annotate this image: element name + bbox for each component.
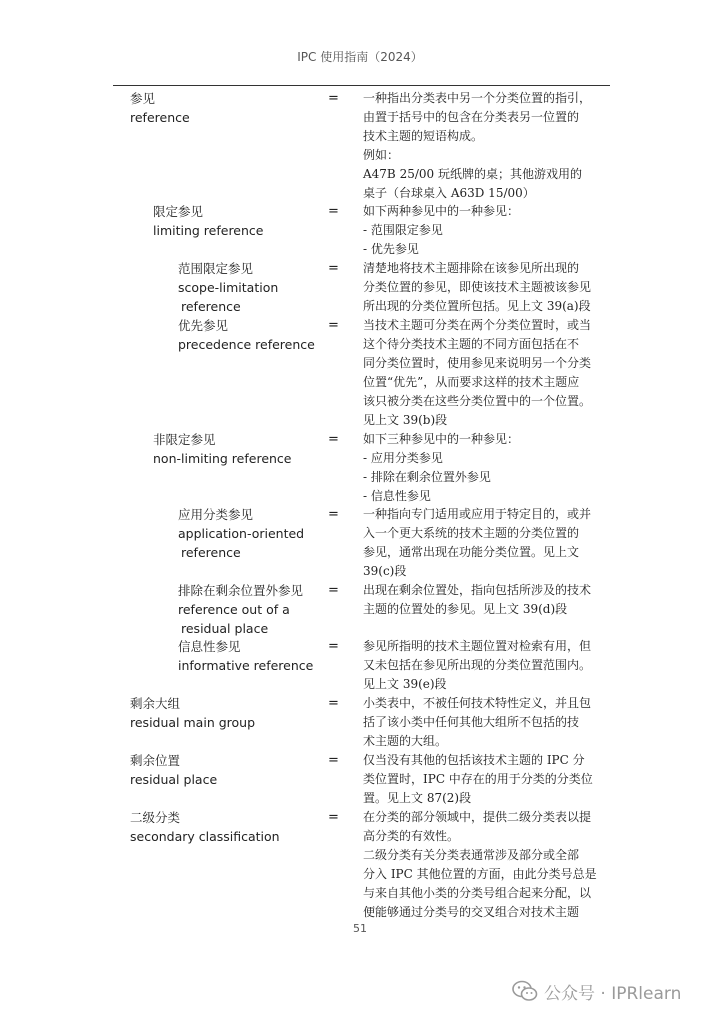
term-zh: 范围限定参见 xyxy=(178,261,254,276)
definition-line: 同分类位置时，使用参见来说明另一个分类 xyxy=(363,356,592,370)
definition-line: 高分类的有效性。 xyxy=(363,829,460,843)
term-0 xyxy=(130,89,190,127)
definition-line: 一种指向专门适用或应用于特定目的，或并 xyxy=(363,507,592,521)
definition-line: 39(c)段 xyxy=(363,564,407,578)
definition-10 xyxy=(363,808,597,922)
equals-sign: = xyxy=(328,639,339,654)
definition-line: - 信息性参见 xyxy=(363,489,431,503)
equals-sign: = xyxy=(328,583,339,598)
term-zh: 信息性参见 xyxy=(178,639,241,654)
equals-sign: = xyxy=(328,204,339,219)
definition-line: - 排除在剩余位置外参见 xyxy=(363,470,491,484)
equals-sign: = xyxy=(328,318,339,333)
term-9 xyxy=(130,751,217,789)
definition-7 xyxy=(363,637,593,694)
term-en: secondary classification xyxy=(130,829,280,844)
definition-line: 参见，通常出现在功能分类位置。见上文 xyxy=(363,545,580,559)
watermark-text: 公众号 · IPRlearn xyxy=(544,983,682,1004)
definition-line: 分类位置的参见，即使该技术主题被该参见 xyxy=(363,280,592,294)
definition-line: - 范围限定参见 xyxy=(363,223,443,237)
equals-sign: = xyxy=(328,91,339,106)
definition-line: 位置“优先”，从而要求这样的技术主题应 xyxy=(363,375,580,389)
term-7 xyxy=(178,637,313,675)
term-en: residual place xyxy=(130,772,218,787)
definition-line: 当技术主题可分类在两个分类位置时，或当 xyxy=(363,318,592,332)
definition-line: 置。见上文 87(2)段 xyxy=(363,791,472,805)
term-zh: 参见 xyxy=(130,91,156,106)
term-zh: 排除在剩余位置外参见 xyxy=(178,583,304,598)
term-en: reference out of a xyxy=(178,602,290,617)
header-rule xyxy=(113,85,610,86)
term-en: non-limiting reference xyxy=(153,451,292,466)
definition-line: 出现在剩余位置处，指向包括所涉及的技术 xyxy=(363,583,592,597)
term-zh: 应用分类参见 xyxy=(178,507,254,522)
definition-line: - 应用分类参见 xyxy=(363,451,443,465)
definition-line: 主题的位置处的参见。见上文 39(d)段 xyxy=(363,602,568,616)
term-en: application-oriented xyxy=(178,526,305,541)
definition-line: 清楚地将技术主题排除在该参见所出现的 xyxy=(363,261,580,275)
definition-3 xyxy=(363,316,593,430)
definition-line: 二级分类有关分类表通常涉及部分或全部 xyxy=(363,848,580,862)
definition-line: 括了该小类中任何其他大组所不包括的技 xyxy=(363,715,580,729)
definition-line: 见上文 39(e)段 xyxy=(363,677,447,691)
definition-line: 见上文 39(b)段 xyxy=(363,413,448,427)
definition-line: A47B 25/00 玩纸牌的桌；其他游戏用的 xyxy=(363,167,582,181)
definition-line: 与来自其他小类的分类号组合起来分配，以 xyxy=(363,886,592,900)
term-zh: 优先参见 xyxy=(178,318,229,333)
term-2 xyxy=(178,259,278,316)
definition-line: 该只被分类在这些分类位置中的一个位置。 xyxy=(363,394,592,408)
definition-line: 所出现的分类位置所包括。见上文 39(a)段 xyxy=(363,299,591,313)
equals-sign: = xyxy=(328,696,339,711)
definition-line: 技术主题的短语构成。 xyxy=(363,129,484,143)
term-10 xyxy=(130,808,280,846)
definition-line: 由置于括号中的包含在分类表另一位置的 xyxy=(363,110,580,124)
definition-line: 分入 IPC 其他位置的方面，由此分类号总是 xyxy=(363,867,597,881)
term-1 xyxy=(153,202,264,240)
definition-line: 例如： xyxy=(363,148,400,162)
definition-line: 仅当没有其他的包括该技术主题的 IPC 分 xyxy=(363,753,585,767)
definition-line: 又未包括在参见所出现的分类位置范围内。 xyxy=(363,658,592,672)
term-en: limiting reference xyxy=(153,223,264,238)
term-en: reference xyxy=(181,545,241,560)
definition-line: 桌子（台球桌入 A63D 15/00） xyxy=(363,186,535,200)
term-en: informative reference xyxy=(178,658,314,673)
term-zh: 非限定参见 xyxy=(153,432,216,447)
term-en: residual place xyxy=(181,621,269,636)
definition-9 xyxy=(363,751,593,808)
equals-sign: = xyxy=(328,432,339,447)
definition-5 xyxy=(363,505,593,581)
term-en: residual main group xyxy=(130,715,256,730)
equals-sign: = xyxy=(328,507,339,522)
definition-line: 如下三种参见中的一种参见： xyxy=(363,432,520,446)
page-number: 51 xyxy=(353,922,367,935)
definition-1 xyxy=(363,202,593,259)
definition-line: 便能够通过分类号的交叉组合对技术主题 xyxy=(363,905,580,919)
definition-8 xyxy=(363,694,593,751)
term-en: reference xyxy=(181,299,241,314)
term-zh: 限定参见 xyxy=(153,204,204,219)
term-8 xyxy=(130,694,255,732)
definition-2 xyxy=(363,259,593,316)
term-zh: 二级分类 xyxy=(130,810,181,825)
page-header: IPC 使用指南（2024） xyxy=(297,50,423,64)
definition-line: 小类表中，不被任何技术特性定义，并且包 xyxy=(363,696,592,710)
term-en: precedence reference xyxy=(178,337,315,352)
definition-line: 这个待分类技术主题的不同方面包括在不 xyxy=(363,337,580,351)
equals-sign: = xyxy=(328,810,339,825)
definition-4 xyxy=(363,430,593,506)
definition-line: 入一个更大系统的技术主题的分类位置的 xyxy=(363,526,580,540)
term-6 xyxy=(178,581,303,638)
watermark xyxy=(512,978,681,1004)
equals-sign: = xyxy=(328,261,339,276)
term-en: reference xyxy=(130,110,190,125)
term-5 xyxy=(178,505,304,562)
term-zh: 剩余大组 xyxy=(130,696,181,711)
definition-line: 类位置时，IPC 中存在的用于分类的分类位 xyxy=(363,772,593,786)
definition-line: 参见所指明的技术主题位置对检索有用，但 xyxy=(363,639,592,653)
definition-line: - 优先参见 xyxy=(363,242,419,256)
definition-line: 如下两种参见中的一种参见： xyxy=(363,204,520,218)
definition-0 xyxy=(363,89,593,203)
term-4 xyxy=(153,430,292,468)
equals-sign: = xyxy=(328,753,339,768)
term-en: scope-limitation xyxy=(178,280,279,295)
definition-line: 术主题的大组。 xyxy=(363,734,448,748)
wechat-icon xyxy=(512,979,538,1003)
definition-line: 在分类的部分领域中，提供二级分类表以提 xyxy=(363,810,592,824)
term-3 xyxy=(178,316,315,354)
term-zh: 剩余位置 xyxy=(130,753,181,768)
definition-line: 一种指出分类表中另一个分类位置的指引， xyxy=(363,91,592,105)
definition-6 xyxy=(363,581,593,619)
